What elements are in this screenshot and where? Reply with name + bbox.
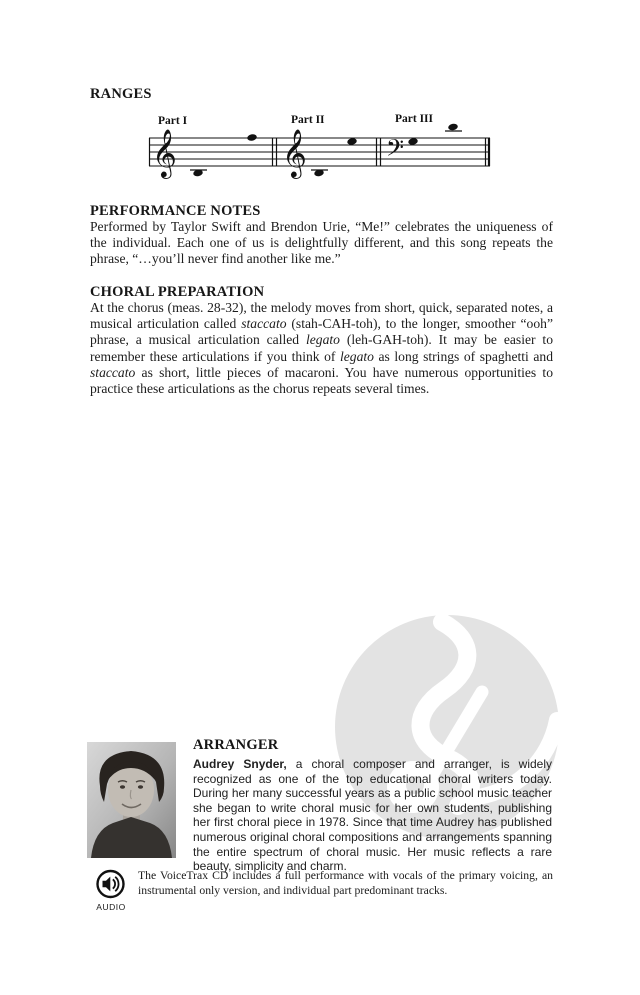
bass-clef-icon: 𝄢 <box>386 134 405 167</box>
choral-text-segment: (leh-GAH-toh). It may be easier to remember these articulations if you think of <box>90 332 553 364</box>
voicetrax-text: The VoiceTrax CD includes a full performance with vocals of the primary voicing, an instrumental only version, and individual part predominant tracks. <box>138 869 553 897</box>
range-noteheads <box>193 123 459 177</box>
choral-text-segment-italic: legato <box>339 348 374 364</box>
choral-preparation-text <box>90 300 553 397</box>
choral-text-segment-italic: staccato <box>241 316 287 332</box>
part-1-label: Part I <box>158 115 188 127</box>
choral-text-segment: At the chorus (meas. 28-32), the melody moves from short, quick, separated notes, a musical articulation called <box>90 300 553 332</box>
choral-text-segment: as long strings of spaghetti and <box>373 348 553 364</box>
arranger-photo <box>87 742 176 858</box>
choral-text-segment: (stah-CAH-toh), to the longer, smoother “ooh” phrase, a musical articulation called <box>90 316 553 348</box>
choral-text-segment: as short, little pieces of macaroni. You have numerous opportunities to practice these articulations as the chorus repeats several times. <box>90 364 553 397</box>
arranger-bio-segment: a choral composer and arranger, is widely recognized as one of the top educational choral writers today. During her many successful years as a public school music teacher she began to write choral music for her own students, publishing her first choral piece in 1978. Since that time Audrey has published numerous original choral compositions and arrangements spanning the entire spectrum of choral music. Her music reflects a rare beauty, simplicity and charm. <box>193 757 553 874</box>
choral-preparation-heading: CHORAL PREPARATION <box>90 284 265 300</box>
part-2-label: Part II <box>291 114 325 126</box>
arranger-name: Audrey Snyder, <box>193 757 287 771</box>
performance-notes-text: Performed by Taylor Swift and Brendon Urie, “Me!” celebrates the uniqueness of the individual. Each one of us is delightfully different, and this song repeats the phrase, “…you’ll never find another like me.” <box>90 219 553 267</box>
part-3-label: Part III <box>395 113 434 125</box>
choral-text-segment-italic: staccato <box>90 364 136 380</box>
performance-notes-heading: PERFORMANCE NOTES <box>90 203 261 219</box>
audio-icon-label: AUDIO <box>96 902 126 912</box>
treble-clef-icon: 𝄞 <box>152 128 177 177</box>
treble-clef-icon: 𝄞 <box>282 128 307 177</box>
audio-speaker-icon <box>94 869 128 901</box>
arranger-bio-text <box>193 757 552 874</box>
ranges-staff <box>148 112 492 192</box>
ranges-heading: RANGES <box>90 86 152 102</box>
choral-text-segment-italic: legato <box>305 332 340 348</box>
arranger-heading: ARRANGER <box>193 737 279 753</box>
